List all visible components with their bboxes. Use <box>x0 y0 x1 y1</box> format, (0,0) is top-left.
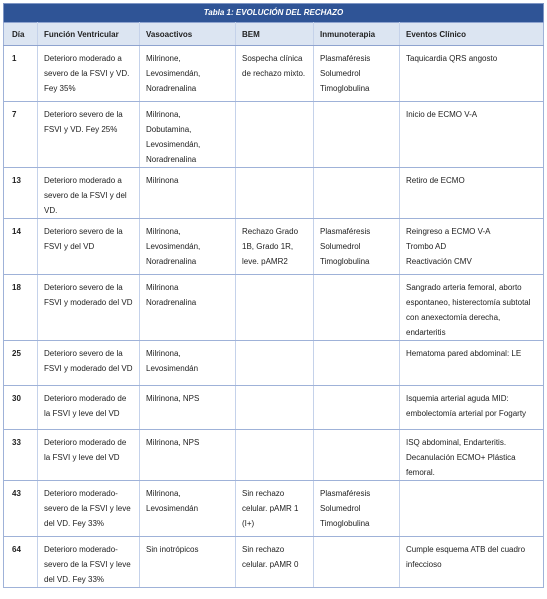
cell-eventos <box>400 481 544 537</box>
cell-dia: 43 <box>4 481 38 537</box>
cell-dia: 7 <box>4 102 38 168</box>
cell-bem <box>236 168 314 219</box>
cell-inmunoterapia <box>314 168 400 219</box>
cell-eventos: Reingreso a ECMO V-A Trombo AD Reactivación CMV <box>400 219 544 275</box>
cell-funcion: Deterioro severo de la FSVI y VD. Fey 25% <box>38 102 140 168</box>
cell-bem <box>236 430 314 481</box>
cell-vasoactivos: Milrinona <box>140 168 236 219</box>
cell-dia: 33 <box>4 430 38 481</box>
cell-inmunoterapia <box>314 275 400 341</box>
cell-inmunoterapia: Plasmaféresis Solumedrol Timoglobulina <box>314 219 400 275</box>
cell-inmunoterapia <box>314 386 400 430</box>
table-row <box>4 46 544 102</box>
header-bem: BEM <box>236 23 314 46</box>
cell-inmunoterapia <box>314 102 400 168</box>
cell-bem: Sospecha clínica de rechazo mixto. <box>236 46 314 102</box>
cell-eventos: Hematoma pared abdominal: LE <box>400 341 544 386</box>
table-row <box>4 341 544 386</box>
table-row <box>4 219 544 275</box>
cell-vasoactivos: Milrinona, Levosimendán, Noradrenalina <box>140 219 236 275</box>
header-inmunoterapia: Inmunoterapia <box>314 23 400 46</box>
cell-vasoactivos: Milrinone, Levosimendán, Noradrenalina <box>140 46 236 102</box>
cell-dia: 25 <box>4 341 38 386</box>
header-funcion-ventricular: Función Ventricular <box>38 23 140 46</box>
table-row <box>4 168 544 219</box>
cell-inmunoterapia: Plasmaféresis Solumedrol Timoglobulina <box>314 481 400 537</box>
table-row <box>4 102 544 168</box>
cell-bem <box>236 102 314 168</box>
table-row <box>4 481 544 537</box>
cell-dia: 30 <box>4 386 38 430</box>
cell-eventos: Sangrado arteria femoral, aborto espontaneo, histerectomía subtotal con anexectomía derecha, endarteritis <box>400 275 544 341</box>
cell-funcion: Deterioro moderado de la FSVI y leve del VD <box>38 386 140 430</box>
header-eventos-clinico: Eventos Clínico <box>400 23 544 46</box>
table-container <box>3 3 543 588</box>
cell-dia: 13 <box>4 168 38 219</box>
header-vasoactivos: Vasoactivos <box>140 23 236 46</box>
cell-eventos: Isquemia arterial aguda MID: embolectomía arterial por Fogarty <box>400 386 544 430</box>
cell-funcion: Deterioro moderado a severo de la FSVI y VD. Fey 35% <box>38 46 140 102</box>
cell-inmunoterapia <box>314 341 400 386</box>
cell-bem: Sin rechazo celular. pAMR 1 (I+) <box>236 481 314 537</box>
cell-inmunoterapia <box>314 537 400 588</box>
table-row <box>4 275 544 341</box>
cell-funcion: Deterioro severo de la FSVI y moderado del VD <box>38 275 140 341</box>
cell-eventos: Retiro de ECMO <box>400 168 544 219</box>
table-row <box>4 430 544 481</box>
cell-dia: 64 <box>4 537 38 588</box>
cell-eventos: ISQ abdominal, Endarteritis. Decanulación ECMO+ Plástica femoral. <box>400 430 544 481</box>
cell-bem <box>236 341 314 386</box>
cell-bem <box>236 275 314 341</box>
cell-vasoactivos: Milrinona, NPS <box>140 386 236 430</box>
rejection-evolution-table <box>3 3 544 588</box>
cell-dia: 1 <box>4 46 38 102</box>
table-title: Tabla 1: EVOLUCIÓN DEL RECHAZO <box>3 3 544 22</box>
cell-bem: Sin rechazo celular. pAMR 0 <box>236 537 314 588</box>
cell-vasoactivos: Milrinona, NPS <box>140 430 236 481</box>
cell-inmunoterapia <box>314 430 400 481</box>
header-row <box>4 23 544 46</box>
cell-dia: 14 <box>4 219 38 275</box>
cell-funcion: Deterioro moderado a severo de la FSVI y del VD. <box>38 168 140 219</box>
cell-funcion: Deterioro moderado de la FSVI y leve del VD <box>38 430 140 481</box>
cell-funcion: Deterioro severo de la FSVI y moderado del VD <box>38 341 140 386</box>
cell-eventos: Inicio de ECMO V-A <box>400 102 544 168</box>
cell-funcion: Deterioro severo de la FSVI y del VD <box>38 219 140 275</box>
cell-bem <box>236 386 314 430</box>
table-row <box>4 537 544 588</box>
header-dia: Día <box>4 23 38 46</box>
cell-vasoactivos: Sin inotrópicos <box>140 537 236 588</box>
table-row <box>4 386 544 430</box>
cell-funcion: Deterioro moderado-severo de la FSVI y leve del VD. Fey 33% <box>38 537 140 588</box>
cell-bem: Rechazo Grado 1B, Grado 1R, leve. pAMR2 <box>236 219 314 275</box>
cell-funcion: Deterioro moderado-severo de la FSVI y leve del VD. Fey 33% <box>38 481 140 537</box>
cell-vasoactivos: Milrinona, Levosimendán <box>140 341 236 386</box>
cell-vasoactivos: Milrinona Noradrenalina <box>140 275 236 341</box>
cell-inmunoterapia: Plasmaféresis Solumedrol Timoglobulina <box>314 46 400 102</box>
cell-dia: 18 <box>4 275 38 341</box>
cell-eventos: Taquicardia QRS angosto <box>400 46 544 102</box>
cell-vasoactivos: Milrinona, Dobutamina, Levosimendán, Noradrenalina <box>140 102 236 168</box>
cell-vasoactivos: Milrinona, Levosimendán <box>140 481 236 537</box>
cell-eventos: Cumple esquema ATB del cuadro infeccioso <box>400 537 544 588</box>
